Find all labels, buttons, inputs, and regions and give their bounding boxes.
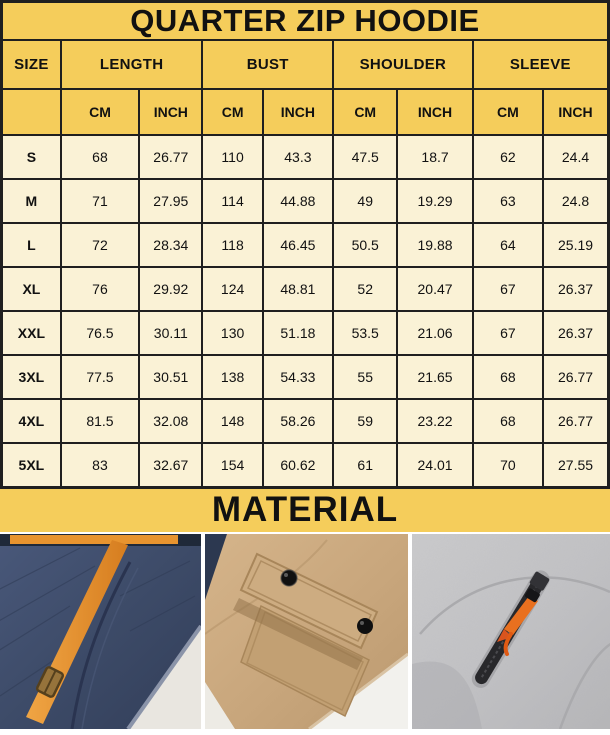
value-cell: 32.08 [139,399,202,443]
value-cell: 83 [61,443,139,487]
value-cell: 138 [202,355,262,399]
value-cell: 110 [202,135,262,179]
value-cell: 26.77 [543,355,608,399]
size-cell: XL [2,267,61,311]
size-table-body [2,135,609,487]
value-cell: 77.5 [61,355,139,399]
unit-header-cm: CM [333,89,397,135]
value-cell: 21.06 [397,311,472,355]
value-cell: 130 [202,311,262,355]
value-cell: 23.22 [397,399,472,443]
value-cell: 32.67 [139,443,202,487]
unit-header-inch: INCH [397,89,472,135]
value-cell: 55 [333,355,397,399]
value-cell: 26.37 [543,311,608,355]
size-cell: 4XL [2,399,61,443]
value-cell: 43.3 [263,135,333,179]
value-cell: 61 [333,443,397,487]
unit-header-row [2,89,609,135]
unit-header-inch: INCH [139,89,202,135]
empty-corner-cell [2,89,61,135]
size-cell: L [2,223,61,267]
value-cell: 24.4 [543,135,608,179]
value-cell: 19.29 [397,179,472,223]
table-row [2,223,609,267]
bust-header: BUST [202,40,333,89]
value-cell: 48.81 [263,267,333,311]
value-cell: 76 [61,267,139,311]
value-cell: 51.18 [263,311,333,355]
value-cell: 114 [202,179,262,223]
value-cell: 59 [333,399,397,443]
value-cell: 60.62 [263,443,333,487]
value-cell: 71 [61,179,139,223]
value-cell: 124 [202,267,262,311]
size-cell: 5XL [2,443,61,487]
value-cell: 72 [61,223,139,267]
value-cell: 67 [473,311,543,355]
value-cell: 27.95 [139,179,202,223]
group-header-row [2,40,609,89]
size-cell: M [2,179,61,223]
size-cell: 3XL [2,355,61,399]
value-cell: 21.65 [397,355,472,399]
unit-header-cm: CM [61,89,139,135]
value-cell: 30.51 [139,355,202,399]
table-row [2,399,609,443]
unit-header-inch: INCH [263,89,333,135]
value-cell: 24.8 [543,179,608,223]
page-title: QUARTER ZIP HOODIE [2,2,609,41]
value-cell: 25.19 [543,223,608,267]
value-cell: 49 [333,179,397,223]
table-row [2,311,609,355]
value-cell: 68 [61,135,139,179]
length-header: LENGTH [61,40,203,89]
sleeve-header: SLEEVE [473,40,609,89]
material-photo-khaki-snap-pocket [205,534,408,729]
table-row [2,443,609,487]
value-cell: 28.34 [139,223,202,267]
size-cell: S [2,135,61,179]
value-cell: 24.01 [397,443,472,487]
material-heading: MATERIAL [0,489,610,532]
value-cell: 50.5 [333,223,397,267]
value-cell: 148 [202,399,262,443]
value-cell: 81.5 [61,399,139,443]
table-row [2,135,609,179]
value-cell: 18.7 [397,135,472,179]
value-cell: 58.26 [263,399,333,443]
size-cell: XXL [2,311,61,355]
title-row [2,2,609,41]
value-cell: 19.88 [397,223,472,267]
value-cell: 44.88 [263,179,333,223]
value-cell: 53.5 [333,311,397,355]
value-cell: 20.47 [397,267,472,311]
unit-header-inch: INCH [543,89,608,135]
table-row [2,355,609,399]
value-cell: 27.55 [543,443,608,487]
value-cell: 68 [473,399,543,443]
value-cell: 26.77 [139,135,202,179]
unit-header-cm: CM [473,89,543,135]
value-cell: 30.11 [139,311,202,355]
table-row [2,267,609,311]
value-cell: 52 [333,267,397,311]
table-row [2,179,609,223]
material-photos [0,532,610,734]
value-cell: 46.45 [263,223,333,267]
value-cell: 68 [473,355,543,399]
value-cell: 62 [473,135,543,179]
material-photo-navy-drawstring [0,534,201,729]
value-cell: 118 [202,223,262,267]
value-cell: 26.77 [543,399,608,443]
value-cell: 26.37 [543,267,608,311]
value-cell: 154 [202,443,262,487]
unit-header-cm: CM [202,89,262,135]
value-cell: 70 [473,443,543,487]
shoulder-header: SHOULDER [333,40,473,89]
value-cell: 76.5 [61,311,139,355]
value-cell: 54.33 [263,355,333,399]
value-cell: 64 [473,223,543,267]
size-header: SIZE [2,40,61,89]
value-cell: 29.92 [139,267,202,311]
value-cell: 67 [473,267,543,311]
material-photo-gray-zipper [412,534,610,729]
value-cell: 63 [473,179,543,223]
value-cell: 47.5 [333,135,397,179]
